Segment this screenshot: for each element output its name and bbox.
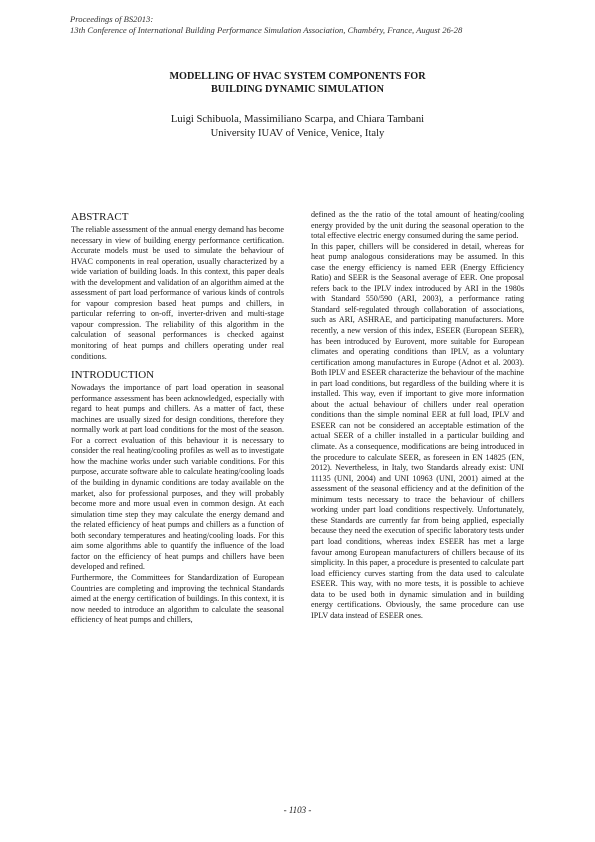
introduction-paragraph-2-continued: defined as the the ratio of the total amount of heating/cooling energy provided by the unit during the seasonal operation to the total effective electric energy consumed during the same period. [311,210,524,241]
abstract-heading: ABSTRACT [71,211,129,223]
introduction-paragraph-2: Furthermore, the Committees for Standardization of European Countries are completing and improving the technical Standards aimed at the energy certification of buildings. In this context, it is now needed to introduce an algorithm to calculate the seasonal efficiency of heat pumps and chillers, [71,572,284,625]
author-block [60,113,535,140]
proceedings-header [70,14,540,36]
header-line-2: 13th Conference of International Building Performance Simulation Association, Chambéry, France, August 26-28 [70,25,463,35]
paper-title [60,70,535,96]
page-number: - 1103 - [283,805,312,815]
left-column [71,210,284,626]
header-line-1: Proceedings of BS2013: [70,14,154,24]
introduction-paragraph-1: Nowadays the importance of part load operation in seasonal performance assessment has been acknowledged, especially with regard to heat pumps and chillers. As a matter of fact, these machines are usually sized for design conditions, therefore they normally work at part load conditions for the most of the season. For a correct evaluation of this behaviour it is necessary to consider the real heating/cooling profiles as well as to investigate how the machine works under such variable conditions. For this purpose, accurate software able to calculate heating/cooling loads of the building in dynamic conditions are today available on the market, also for professional purposes, and they will probably become more and more usual even in common design. At each simulation time step they may calculate the energy demand and the related efficiency of heat pumps and chillers as a function of both secondary temperatures and heating/cooling loads. For this aim some algorithms able to quantify the influence of the load factor on the efficiency of heat pumps and chillers have been developed and refined. [71,383,284,572]
right-column [311,210,524,621]
introduction-paragraph-3: In this paper, chillers will be considered in detail, whereas for heat pump analogous considerations may be assumed. In this case the energy efficiency is named EER (Energy Efficiency Ratio) and SEER is the Seasonal average of EER. One proposal refers back to the IPLV index introduced by ARI in the 1980s with Standard 550/590 (ARI, 2003), a performance rating Standard self-regulated through collaboration of associations, such as ARI, ASHRAE, and participating manufacturers. More recently, a new version of this index, ESEER (European SEER), has been introduced by Eurovent, more suitable for European climates and operating conditions than IPLV, as a voluntary certification among manufactures in Europe (Adnot et al. 2003). Both IPLV and ESEER characterize the behaviour of the machine in part load conditions, but regardless of the building where it is installed. This way, even if important to give more information about the actual behaviour of chillers under real operation conditions than the simple nominal EER at full load, IPLV and ESEER can not be considered an acceptable estimation of the actual SEER of a chiller installed in a particular building and climate. As a consequence, modifications are being introduced in the procedure to calculate SEER, as foreseen in EN 14825 (EN, 2012). Nevertheless, in Italy, two Standards already exist: UNI 11135 (UNI, 2004) and UNI 10963 (UNI, 2001) aimed at the assessment of the seasonal efficiency and at the definition of the minimum tests necessary to trace the behaviour of chillers working under part load conditions respectively. Unfortunately, these Standards are currently far from being applied, especially because they need the execution of specific laboratory tests under part load conditions, whereas index ESEER has met a large favour among European manufacturers of chillers because of its simplicity. In this paper, a procedure is presented to calculate part load efficiency curves starting from the data used to calculate ESEER. This way, with no more tests, it is possible to achieve data to be used both in dynamic simulation and in building energy certifications. Obviously, the same procedure can use IPLV data instead of ESEER ones. [311,241,524,620]
author-affiliation: University IUAV of Venice, Venice, Italy [210,127,385,139]
title-line-1: MODELLING OF HVAC SYSTEM COMPONENTS FOR [169,71,426,82]
introduction-heading: INTRODUCTION [71,369,155,382]
abstract-text: The reliable assessment of the annual energy demand has become necessary in view of building energy performance certification. Accurate models must be used to simulate the behaviour of HVAC components in real operation, usually characterized by a wide variation of building loads. In this context, this paper deals with the development and validation of an algorithm aimed at the assessment of part load performance of various kinds of controls for vapour compresion based heat pumps and chillers, in particular referring to on-off, inverter-driven and multi-stage vapour compression. The reliability of this algorithm in the calculation of seasonal performances is checked against monitoring of heat pumps and chillers operating under real conditions. [71,225,284,361]
title-line-2: BUILDING DYNAMIC SIMULATION [210,84,384,95]
author-names: Luigi Schibuola, Massimiliano Scarpa, and Chiara Tambani [170,114,425,125]
